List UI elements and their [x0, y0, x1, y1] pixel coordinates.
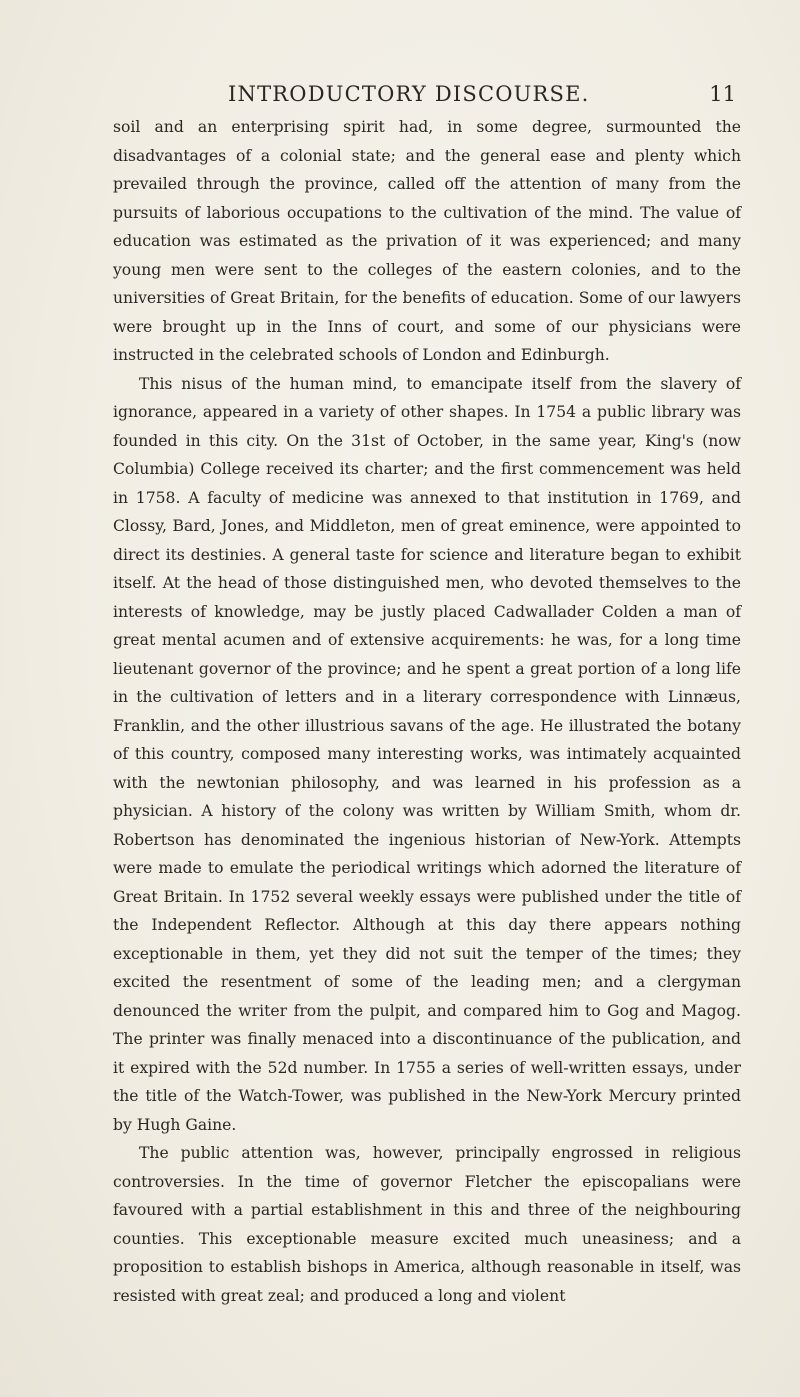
page-header: [228, 82, 736, 112]
page-number: 11: [709, 82, 736, 106]
paragraph-nisus: This nisus of the human mind, to emancipate itself from the slavery of ignorance, appeared in a variety of other shapes. In 1754 a public library was founded in this city. On the 31st of October, in the same year, King's (now Columbia) College received its charter; and the first commencement was held in 1758. A faculty of medicine was annexed to that institution in 1769, and Clossy, Bard, Jones, and Middleton, men of great eminence, were appointed to direct its destinies. A general taste for science and literature began to exhibit itself. At the head of those distinguished men, who devoted themselves to the interests of knowledge, may be justly placed Cadwallader Colden a man of great mental acumen and of extensive acquirements: he was, for a long time lieutenant governor of the province; and he spent a great portion of a long life in the cultivation of letters and in a literary correspondence with Linnæus, Franklin, and the other illustrious savans of the age. He illustrated the botany of this country, composed many interesting works, was intimately acquainted with the newtonian philosophy, and was learned in his profession as a physician. A history of the colony was written by William Smith, whom dr. Robertson has denominated the ingenious historian of New-York. Attempts were made to emulate the periodical writings which adorned the literature of Great Britain. In 1752 several weekly essays were published under the title of the Independent Reflector. Although at this day there appears nothing exceptionable in them, yet they did not suit the temper of the times; they excited the resentment of some of the leading men; and a clergyman denounced the writer from the pulpit, and compared him to Gog and Magog. The printer was finally menaced into a discontinuance of the publication, and it expired with the 52d number. In 1755 a series of well-written essays, under the title of the Watch-Tower, was published in the New-York Mercury printed by Hugh Gaine.: [113, 374, 741, 1134]
paragraph-continuation: soil and an enterprising spirit had, in some degree, surmounted the disadvantages of a colonial state; and the general ease and plenty which prevailed through the province, called off the attention of many from the pursuits of laborious occupations to the cultivation of the mind. The value of education was estimated as the privation of it was experienced; and many young men were sent to the colleges of the eastern colonies, and to the universities of Great Britain, for the benefits of education. Some of our lawyers were brought up in the Inns of court, and some of our physicians were instructed in the celebrated schools of London and Edinburgh.: [113, 118, 741, 364]
running-head: INTRODUCTORY DISCOURSE.: [228, 82, 590, 106]
paragraph-religious-controversies: The public attention was, however, principally engrossed in religious controversies. In the time of governor Fletcher the episcopalians were favoured with a partial establishment in this and three of the neighbouring counties. This exceptionable measure excited much uneasiness; and a proposition to establish bishops in America, although reasonable in itself, was resisted with great zeal; and produced a long and violent: [113, 1144, 741, 1305]
body-text: [113, 113, 741, 1310]
